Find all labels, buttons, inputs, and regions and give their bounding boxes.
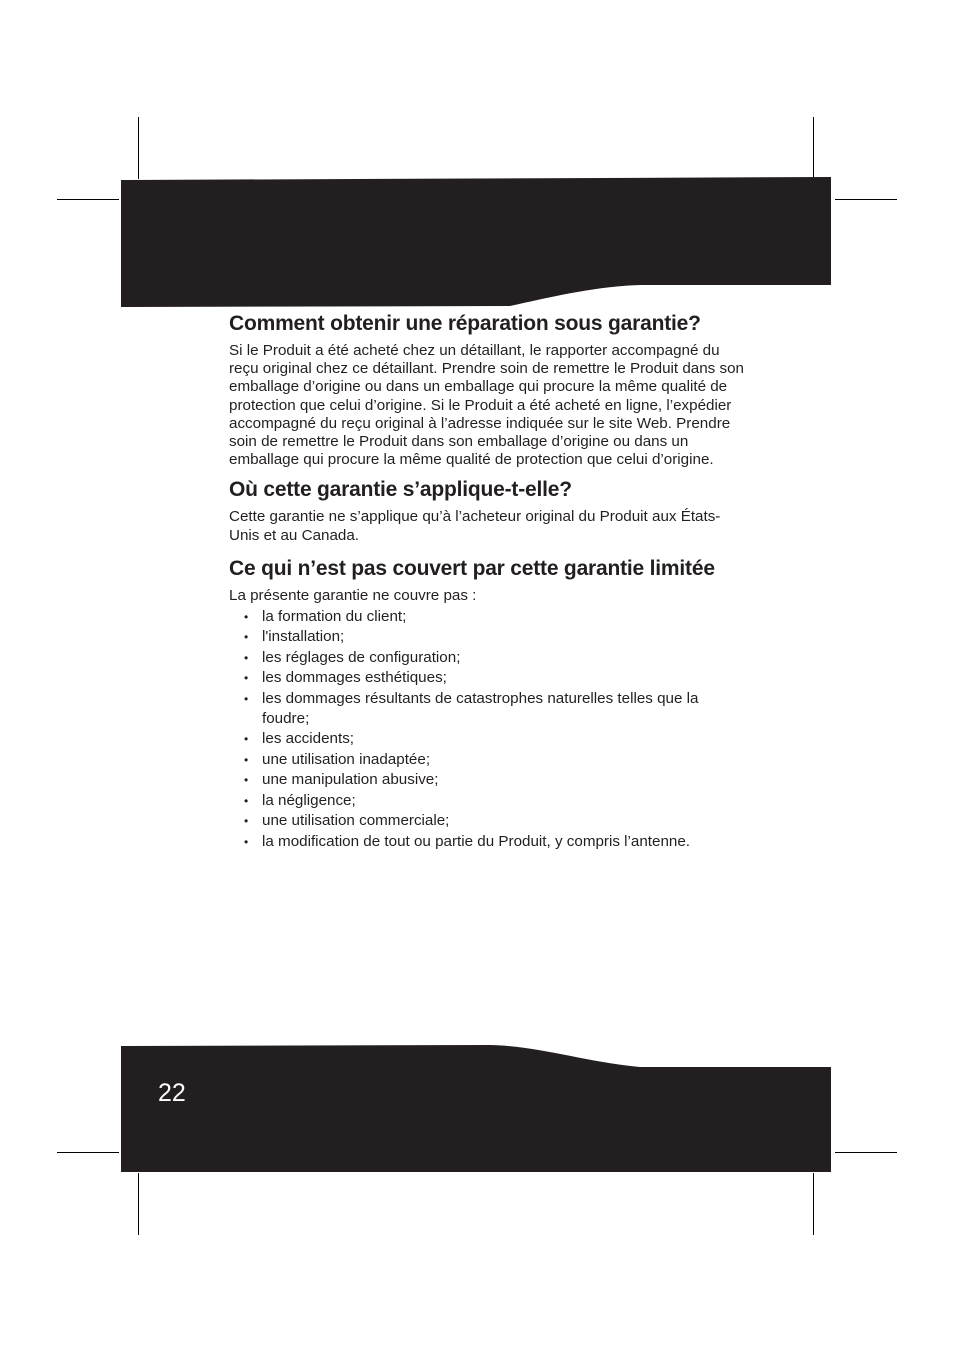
section-heading-coverage-area: Où cette garantie s’applique-t-elle? [229, 478, 572, 502]
list-item: • la formation du client; [229, 607, 744, 627]
list-item: • les accidents; [229, 729, 744, 749]
list-item: • les dommages esthétiques; [229, 668, 744, 688]
exclusions-list [229, 607, 744, 852]
list-item: • l'installation; [229, 627, 744, 647]
list-item: • une utilisation commerciale; [229, 811, 744, 831]
section-body-exclusions-intro: La présente garantie ne couvre pas : [229, 586, 477, 604]
bullet-icon: • [244, 650, 249, 665]
list-item: • les réglages de configuration; [229, 648, 744, 668]
section-heading-exclusions: Ce qui n’est pas couvert par cette garantie limitée [229, 556, 715, 580]
bullet-icon: • [244, 732, 249, 747]
page-number: 22 [158, 1079, 186, 1107]
warranty-content [229, 312, 744, 852]
header-band [121, 177, 831, 307]
bullet-icon: • [244, 752, 249, 767]
list-item: • la modification de tout ou partie du Produit, y compris l’antenne. [229, 832, 744, 852]
list-item: • une manipulation abusive; [229, 770, 744, 790]
bullet-icon: • [244, 814, 249, 829]
section-body-coverage-area: Cette garantie ne s’applique qu’à l’acheteur original du Produit aux États-Unis et au Canada. [229, 508, 721, 544]
list-item: • la négligence; [229, 791, 744, 811]
bullet-icon: • [244, 773, 249, 788]
footer-band [121, 1045, 831, 1172]
bullet-icon: • [244, 834, 249, 849]
list-item: • une utilisation inadaptée; [229, 750, 744, 770]
section-body-repair: Si le Produit a été acheté chez un détaillant, le rapporter accompagné du reçu original chez ce détaillant. Prendre soin de remettre le Produit dans son emballage d’origine ou dans un emballage qui procure la même qualité de protection que celui d’origine. Si le Produit a été acheté en ligne, l’expédier accompagné du reçu original à l’adresse indiquée sur le site Web. Prendre soin de remettre le Produit dans son emballage d’origine ou dans un emballage qui procure la même qualité de protection que celui d’origine. [229, 342, 744, 469]
bullet-icon: • [244, 610, 249, 625]
section-heading-repair: Comment obtenir une réparation sous garantie? [229, 312, 701, 335]
bullet-icon: • [244, 671, 249, 686]
bullet-icon: • [244, 630, 249, 645]
bullet-icon: • [244, 691, 249, 706]
list-item: • les dommages résultants de catastrophes naturelles telles que la foudre; [244, 689, 699, 728]
bullet-icon: • [244, 793, 249, 808]
